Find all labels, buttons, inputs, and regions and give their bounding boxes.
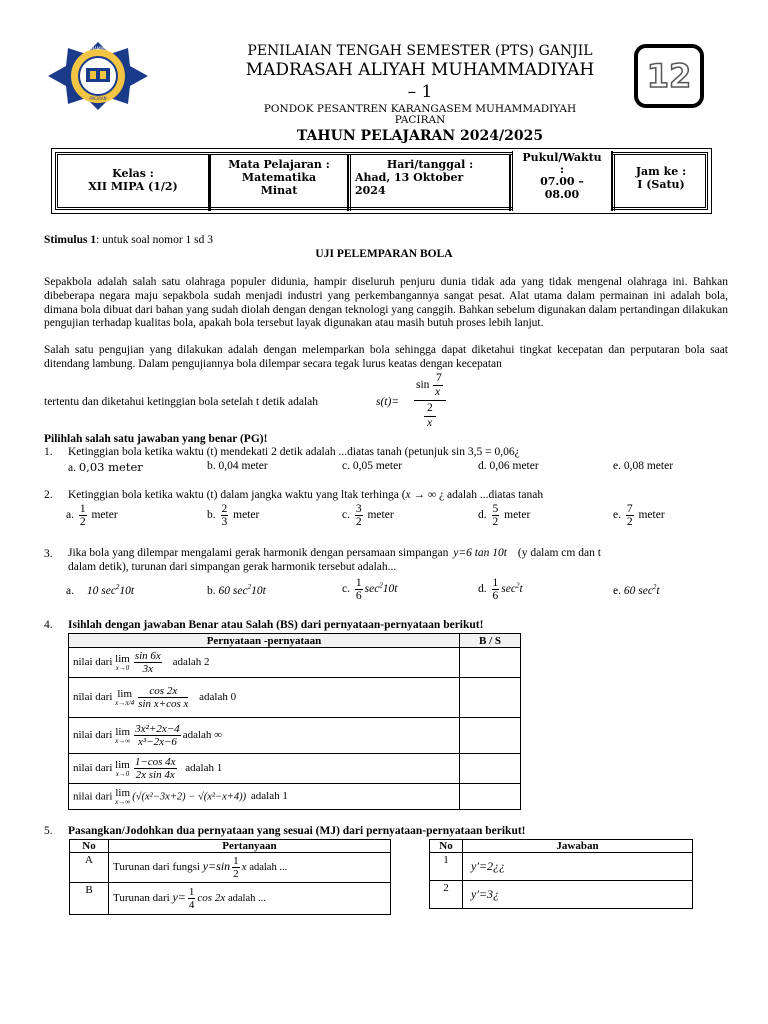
info-cell-jam — [614, 155, 707, 211]
mj-row-b-question: Turunan dari y= $\frac{1}{4}$ cos 2x adalah ... — [109, 883, 391, 915]
q5-number: 5. — [44, 825, 53, 837]
q2-option-d-letter: d. — [478, 509, 487, 522]
bs-statement-4: nilai dari lim x→0 $\frac{1-\cos 4x}{\text{2x sin 4x}}$ adalah 1 — [69, 754, 460, 784]
mj-right-col-no: No — [430, 840, 463, 853]
pukul-label-2: : — [559, 163, 565, 176]
q2-number: 2. — [44, 489, 53, 501]
info-cell-pukul — [512, 151, 613, 211]
q1-option-a-letter: a. — [68, 462, 76, 474]
bs-lim-1: lim x→0 — [115, 652, 130, 672]
bs-row — [69, 718, 521, 754]
q4-heading: Isihlah dengan jawaban Benar atau Salah (BS) dari pernyataan-pernyataan berikut! — [68, 619, 484, 631]
formula-lhs: s(t)= — [376, 396, 400, 408]
q3-text-c: dalam detik), turunan dari simpangan gerak harmonik tersebut adalah... — [68, 561, 397, 573]
q5-heading: Pasangkan/Jodohkan dua pernyataan yang sesuai (MJ) dari pernyataan-pernyataan berikut! — [68, 825, 526, 837]
q2-option-d-unit: meter — [504, 509, 531, 522]
school-name-suffix: – 1 — [407, 82, 433, 102]
bs-table — [68, 633, 521, 810]
pesantren-location: PACIRAN — [394, 114, 446, 126]
q2-option-d[interactable] — [478, 503, 530, 528]
info-cell-hari — [350, 155, 511, 211]
q3-option-e[interactable]: e. 60 $\sec^2t$ — [613, 583, 660, 597]
q3-option-a[interactable]: a. 10 $\sec^210t$ — [66, 583, 135, 597]
bs-col-answer: B / S — [460, 634, 521, 648]
bs-answer-cell-2[interactable] — [460, 678, 521, 718]
pg-heading: Pilihlah salah satu jawaban yang benar (PG)! — [44, 433, 268, 445]
mj-row-b-label: B — [70, 883, 109, 915]
stimulus-paragraph-1: Sepakbola adalah salah satu olahraga populer didunia, hampir diseluruh penjuru dunia tidak ada yang tidak mengenal olahraga ini. Bahkan dibeberapa negara maju sepakbola sudah menjadi industri yang perkembangannya sangat pesat. Alat utama dalam permainan ini adalah bola, dimana bola dibuat dari bahan yang sudah diolah dengan dengan teknologi yang canggih. Bahkan sebelum digunakan dalam pertandingan dilakukan pengujian terhadap kualitas bola, apakah bola tersebut layak digunakan atau masih butuh proses lebih lanjut. — [44, 276, 728, 330]
mj-answer-1-label: 1 — [430, 853, 463, 881]
q4-number: 4. — [44, 619, 53, 631]
q3-text-a: Jika bola yang dilempar mengalami gerak harmonik dengan persamaan simpangan — [68, 547, 449, 559]
q1-text: Ketinggian bola ketika waktu (t) mendekati 2 detik adalah ...diatas tanah (petunjuk sin 3,5 = 0,06¿ — [68, 446, 520, 458]
stimulus-paragraph-3-text: tertentu dan diketahui ketinggian bola setelah t detik adalah — [44, 396, 318, 408]
jam-label: Jam ke : — [635, 165, 687, 178]
q1-option-b[interactable]: b. 0,04 meter — [207, 460, 268, 472]
q3-option-b[interactable]: b. 60 $\sec^210t$ — [207, 583, 266, 597]
q2-option-a-unit: meter — [91, 509, 118, 522]
q3-option-b-letter: b. — [207, 584, 216, 597]
q3-number: 3. — [44, 548, 53, 560]
mj-question-row-a — [70, 853, 391, 883]
bs-frac-2: $\frac{\cos 2x}{\text{sin x+cos x}}$ — [138, 685, 189, 710]
bs-lim-5: lim x→∞ — [115, 786, 131, 806]
logo-text-top: MA MUHAMMADIYAH — [77, 46, 119, 51]
q2-option-e-unit: meter — [638, 509, 665, 522]
school-name: MADRASAH ALIYAH MUHAMMADIYAH — [245, 60, 595, 80]
bs-statement-1: nilai dari lim x→0 $\frac{\sin 6x}{3x}$ adalah 2 — [69, 648, 460, 678]
q2-option-d-fraction: $\frac{5}{2}$ — [492, 503, 499, 528]
q3-option-d[interactable]: d. $\frac{1}{6}$ $\sec^2t$ — [478, 577, 523, 602]
q2-option-c-letter: c. — [342, 509, 350, 522]
mj-question-row-b — [70, 883, 391, 915]
q2-text-limit: x → ∞ — [405, 489, 437, 501]
formula-x-bottom: x — [427, 417, 433, 429]
mj-row-a-label: A — [70, 853, 109, 883]
q3-option-a-value: 10 sec — [86, 584, 116, 597]
q3-option-b-value: 60 sec — [218, 584, 248, 597]
bs-row — [69, 754, 521, 784]
q1-option-d[interactable]: d. 0,06 meter — [478, 460, 539, 472]
bs-row — [69, 648, 521, 678]
mj-row-a-fraction: $\frac{1}{2}$ — [233, 855, 239, 880]
formula-x-top: x — [435, 386, 441, 398]
hari-value-2: 2024 — [355, 184, 386, 197]
stimulus-label-rest: : untuk soal nomor 1 sd 3 — [96, 234, 214, 246]
grade-badge — [634, 44, 704, 108]
q3-option-e-value: 60 sec — [623, 584, 653, 597]
bs-row — [69, 678, 521, 718]
formula-two: 2 — [427, 402, 433, 414]
mj-answer-1[interactable]: y′=2¿¿ — [463, 853, 693, 881]
q2-option-e[interactable] — [613, 503, 665, 528]
stimulus-paragraph-2: Salah satu pengujian yang dilakukan adalah dengan melemparkan bola sehingga dapat diketahui tingkat kecepatan dan perputaran bola saat ditendang lambung. Dalam pengujiannya bola dilempar secara tegak lurus keatas dengan kecepatan — [44, 344, 728, 370]
q2-option-c-unit: meter — [367, 509, 394, 522]
q3-text — [68, 546, 728, 574]
q2-text — [68, 489, 728, 501]
exam-title: PENILAIAN TENGAH SEMESTER (PTS) GANJIL — [247, 43, 593, 59]
formula-seven: 7 — [436, 372, 442, 384]
bs-row — [69, 784, 521, 810]
q1-option-e[interactable]: e. 0,08 meter — [613, 460, 674, 472]
school-logo — [44, 40, 152, 112]
q2-option-e-fraction: $\frac{7}{2}$ — [626, 503, 633, 528]
mj-row-a-question: Turunan dari fungsi y=sin $\frac{1}{2}$ x adalah ... — [109, 853, 391, 883]
bs-col-statement: Pernyataan -pernyataan — [69, 634, 460, 648]
q1-option-a[interactable] — [68, 460, 143, 474]
q3-option-d-letter: d. — [478, 583, 487, 596]
bs-statement-2: nilai dari lim x→π/4 $\frac{\cos 2x}{\text{sin x+cos x}}$ adalah 0 — [69, 678, 460, 718]
q3-option-c-fraction: $\frac{1}{6}$ — [355, 577, 362, 602]
q3-text-b: (y dalam cm dan t — [517, 547, 601, 559]
bs-lim-2: lim x→π/4 — [115, 687, 135, 707]
bs-answer-cell-1[interactable] — [460, 648, 521, 678]
bs-answer-cell-5[interactable] — [460, 784, 521, 810]
height-formula — [376, 372, 456, 432]
q2-option-b-unit: meter — [233, 509, 260, 522]
mj-answer-table — [429, 839, 693, 909]
hari-value-1: Ahad, 13 Oktober — [355, 171, 464, 184]
q3-option-e-letter: e. — [613, 584, 621, 597]
mj-answer-2-label: 2 — [430, 881, 463, 909]
mj-answer-2[interactable]: y′=3¿ — [463, 881, 693, 909]
q2-text-b: ¿ adalah ...diatas tanah — [438, 489, 544, 501]
academic-year: TAHUN PELAJARAN 2024/2025 — [296, 128, 544, 144]
q3-option-a-letter: a. — [66, 584, 74, 597]
bs-lim-3: lim x→∞ — [115, 725, 131, 745]
formula-sin: sin — [416, 379, 430, 391]
kelas-value: XII MIPA (1/2) — [88, 180, 178, 193]
kelas-label: Kelas : — [112, 167, 154, 180]
mapel-label: Mata Pelajaran : — [228, 158, 330, 171]
q2-option-c-fraction: $\frac{3}{2}$ — [355, 503, 362, 528]
stimulus-title: UJI PELEMPARAN BOLA — [315, 248, 453, 260]
bs-answer-cell-3[interactable] — [460, 718, 521, 754]
stimulus-paragraph-3 — [44, 396, 318, 408]
mj-left-col-question: Pertanyaan — [109, 840, 391, 853]
stimulus-label — [44, 234, 213, 246]
q2-option-a-fraction: $\frac{1}{2}$ — [79, 503, 86, 528]
mj-answer-row-1 — [430, 853, 693, 881]
mj-question-header — [70, 840, 391, 853]
pukul-value-1: 07.00 – — [540, 175, 584, 188]
q2-option-a[interactable] — [66, 503, 118, 528]
q2-option-b-fraction: $\frac{2}{3}$ — [221, 503, 228, 528]
q3-equation: y=6 tan 10t — [453, 547, 507, 559]
jam-value: I (Satu) — [637, 178, 685, 191]
q2-option-b[interactable] — [207, 503, 259, 528]
pesantren-name: PONDOK PESANTREN KARANGASEM MUHAMMADIYAH — [263, 103, 577, 115]
stimulus-label-bold: Stimulus 1 — [44, 234, 97, 246]
q2-option-e-letter: e. — [613, 509, 621, 522]
q2-text-a: Ketinggian bola ketika waktu (t) dalam jangka waktu yang ltak terhinga ( — [68, 489, 406, 501]
q3-option-c-letter: c. — [342, 583, 350, 596]
bs-header-row — [69, 634, 521, 648]
bs-answer-cell-4[interactable] — [460, 754, 521, 784]
info-cell-kelas — [58, 155, 210, 211]
mj-question-table — [69, 839, 391, 915]
logo-text-bottom: PACIRAN — [89, 96, 107, 101]
bs-frac-3: $\frac{\text{3x²+2x−4}}{\text{x³−2x−6}}$ — [135, 723, 180, 748]
q1-number: 1. — [44, 446, 53, 458]
q1-option-c[interactable]: c. 0,05 meter — [342, 460, 403, 472]
q3-option-c[interactable]: c. $\frac{1}{6}$ $\sec^210t$ — [342, 577, 398, 602]
q2-option-b-letter: b. — [207, 509, 216, 522]
mj-right-col-answer: Jawaban — [463, 840, 693, 853]
q2-option-a-letter: a. — [66, 509, 74, 522]
bs-frac-4: $\frac{1-\cos 4x}{\text{2x sin 4x}}$ — [134, 756, 176, 781]
pukul-value-2: 08.00 — [544, 188, 580, 201]
mapel-value-2: Minat — [260, 184, 298, 197]
q2-option-c[interactable] — [342, 503, 394, 528]
bs-statement-3: nilai dari lim x→∞ $\frac{\text{3x²+2x−4}}{\text{x³−2x−6}}$ adalah ∞ — [69, 718, 460, 754]
info-cell-mapel — [210, 155, 349, 211]
bs-statement-5: nilai dari lim x→∞ (√(x²−3x+2) − √(x²−x+4)) adalah 1 — [69, 784, 460, 810]
mapel-value-1: Matematika — [241, 171, 317, 184]
mj-answer-row-2 — [430, 881, 693, 909]
mj-answer-header — [430, 840, 693, 853]
mj-row-b-fraction: $\frac{1}{4}$ — [188, 886, 195, 911]
q3-option-d-fraction: $\frac{1}{6}$ — [492, 577, 499, 602]
grade-badge-number: 12 — [646, 57, 692, 95]
hari-label: Hari/tanggal : — [386, 158, 474, 171]
q1-option-a-value: 0,03 meter — [78, 460, 143, 474]
bs-frac-1: $\frac{\sin 6x}{3x}$ — [134, 650, 161, 675]
mj-left-col-no: No — [70, 840, 109, 853]
pukul-label-1: Pukul/Waktu — [522, 151, 602, 164]
bs-lim-4: lim x→0 — [115, 758, 130, 778]
